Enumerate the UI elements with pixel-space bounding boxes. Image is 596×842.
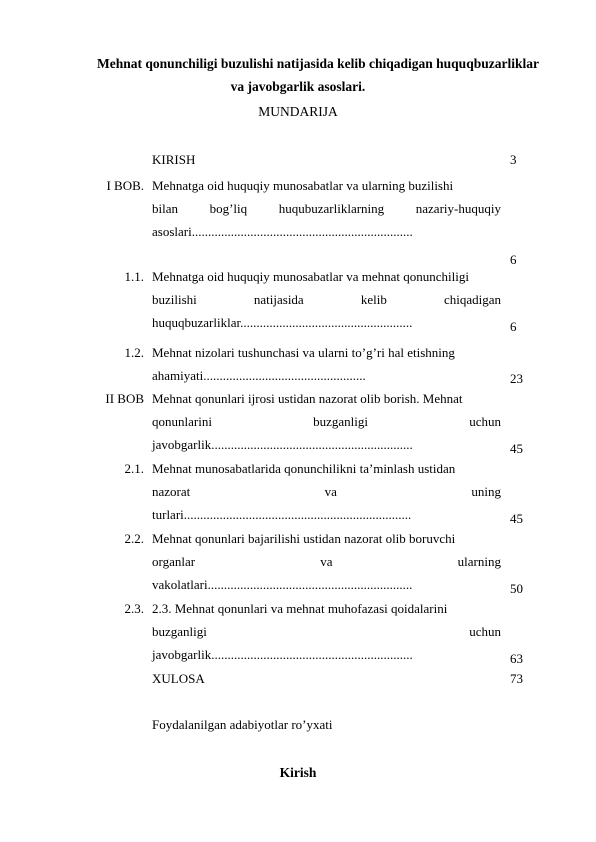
toc-number: 2.1.: [124, 461, 144, 476]
toc-label: KIRISH: [152, 152, 196, 167]
toc-text-line: vakolatlari...............................................................: [152, 577, 413, 592]
toc-text: [152, 174, 501, 243]
toc-text: [152, 265, 501, 334]
toc-text-line: javobgarlik..............................................................: [152, 647, 413, 662]
document-title-line2: va javobgarlik asoslari.: [230, 79, 366, 94]
contents-title: MUNDARIJA: [258, 104, 338, 119]
toc-text: [152, 457, 501, 526]
toc-text-line: buzganligi uchun: [152, 624, 501, 639]
toc-text-line: Mehnat munosabatlarida qonunchilikni ta’minlash ustidan: [152, 461, 456, 476]
toc-text-line: bilan bog’liq huqubuzarliklarning nazariy-huquqiy: [152, 201, 501, 216]
toc-label: XULOSA: [152, 671, 205, 686]
toc-text-line: Mehnat qonunlari bajarilishi ustidan nazorat olib boruvchi: [152, 531, 456, 546]
toc-page-number: 6: [510, 319, 517, 334]
toc-page-number: 6: [510, 252, 517, 267]
toc-text-line: ahamiyati..................................................: [152, 368, 366, 383]
toc-text-line: 2.3. Mehnat qonunlari va mehnat muhofazasi qoidalarini: [152, 601, 448, 616]
toc-text: [152, 597, 501, 666]
toc-text-line: Mehnat nizolari tushunchasi va ularni to’g’ri hal etishning: [152, 345, 455, 360]
toc-page-number: 50: [510, 581, 523, 596]
toc-text-line: organlar va ularning: [152, 554, 501, 569]
toc-number: 1.1.: [124, 269, 144, 284]
toc-text-line: Mehnatga oid huquqiy munosabatlar va mehnat qonunchiligi: [152, 269, 469, 284]
toc-text-line: Mehnat qonunlari ijrosi ustidan nazorat olib borish. Mehnat: [152, 391, 463, 406]
toc-text: [152, 387, 501, 456]
toc-page-number: 45: [510, 441, 523, 456]
toc-number: 1.2.: [124, 345, 144, 360]
toc-text-line: javobgarlik..............................................................: [152, 437, 413, 452]
toc-text-line: buzilishi natijasida kelib chiqadigan: [152, 292, 501, 307]
toc-number: 2.3.: [124, 601, 144, 616]
toc-text-line: huquqbuzarliklar.....................................................: [152, 315, 413, 330]
toc-page-number: 73: [510, 671, 523, 686]
toc-page-number: 45: [510, 511, 523, 526]
toc-text: [152, 527, 501, 596]
toc-text-line: asoslari....................................................................: [152, 224, 413, 239]
toc-number: II BOB: [105, 391, 144, 406]
toc-entry-references: Foydalanilgan adabiyotlar ro’yxati: [152, 717, 333, 732]
toc-number: 2.2.: [124, 531, 144, 546]
toc-text-line: turlari......................................................................: [152, 507, 412, 522]
toc-text-line: Mehnatga oid huquqiy munosabatlar va ularning buzilishi: [152, 178, 454, 193]
toc-text-line: qonunlarini buzganligi uchun: [152, 414, 501, 429]
toc-text: [152, 341, 501, 387]
toc-text-line: nazorat va uning: [152, 484, 501, 499]
toc-page-number: 23: [510, 371, 523, 386]
toc-page-number: 3: [510, 152, 517, 167]
toc-page-number: 63: [510, 651, 523, 666]
toc-number: I BOB.: [106, 178, 144, 193]
section-heading-kirish: Kirish: [279, 765, 317, 780]
document-title-line1: Mehnat qonunchiligi buzulishi natijasida kelib chiqadigan huquqbuzarliklar: [97, 56, 539, 71]
